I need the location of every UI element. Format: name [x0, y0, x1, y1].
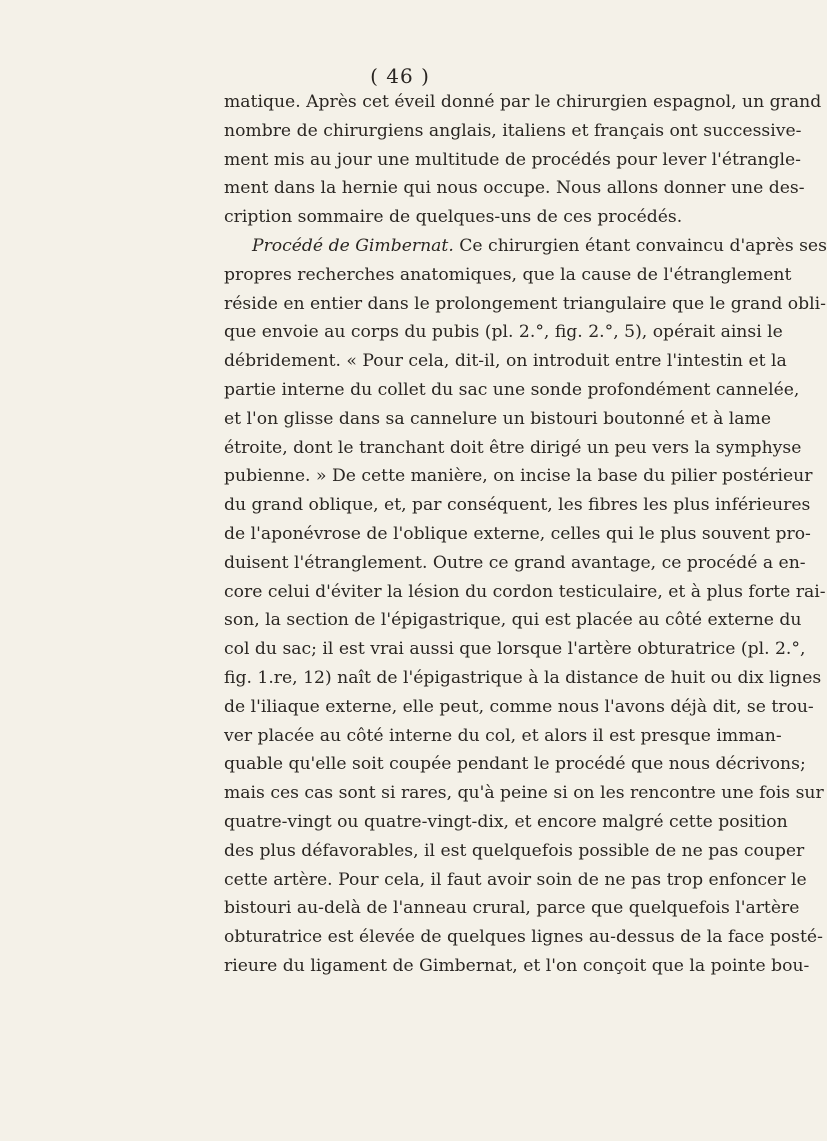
text-line: débridement. « Pour cela, dit-il, on introduit entre l'intestin et la	[224, 351, 787, 372]
text-line: son, la section de l'épigastrique, qui est placée au côté externe du	[224, 610, 802, 631]
text-line: mais ces cas sont si rares, qu'à peine si on les rencontre une fois sur	[224, 783, 824, 804]
text-line: matique. Après cet éveil donné par le chirurgien espagnol, un grand	[224, 92, 822, 112]
text-line: étroite, dont le tranchant doit être dirigé un peu vers la symphyse	[224, 437, 802, 458]
text-line: ver placée au côté interne du col, et alors il est presque imman-	[224, 725, 782, 746]
text-line: cette artère. Pour cela, il faut avoir soin de ne pas trop enfoncer le	[224, 869, 807, 890]
text-line: quable qu'elle soit coupée pendant le procédé que nous décrivons;	[224, 754, 806, 775]
text-line: ment mis au jour une multitude de procédés pour lever l'étrangle-	[224, 149, 801, 170]
text-line: obturatrice est élevée de quelques lignes au-dessus de la face posté-	[224, 927, 823, 948]
page-number: ( 46 )	[370, 64, 430, 88]
text-line: de l'iliaque externe, elle peut, comme nous l'avons déjà dit, se trou-	[224, 696, 814, 717]
text-line-heading	[224, 232, 827, 261]
text-line: pubienne. » De cette manière, on incise la base du pilier postérieur	[224, 466, 813, 487]
text-line: ment dans la hernie qui nous occupe. Nous allons donner une des-	[224, 178, 805, 199]
section-heading: Procédé de Gimbernat.	[252, 236, 454, 256]
text-line: propres recherches anatomiques, que la cause de l'étranglement	[224, 264, 792, 285]
text-line: réside en entier dans le prolongement triangulaire que le grand obli-	[224, 293, 826, 314]
text-line: de l'aponévrose de l'oblique externe, celles qui le plus souvent pro-	[224, 523, 811, 544]
text-line: core celui d'éviter la lésion du cordon testiculaire, et à plus forte rai-	[224, 581, 826, 602]
text-line: du grand oblique, et, par conséquent, les fibres les plus inférieures	[224, 495, 811, 516]
heading-continuation: Ce chirurgien étant convaincu d'après ses	[453, 236, 827, 256]
text-line: bistouri au-delà de l'anneau crural, parce que quelquefois l'artère	[224, 898, 800, 919]
text-line: partie interne du collet du sac une sonde profondément cannelée,	[224, 379, 800, 400]
text-line: des plus défavorables, il est quelquefois possible de ne pas couper	[224, 840, 805, 861]
text-line: et l'on glisse dans sa cannelure un bistouri boutonné et à lame	[224, 408, 771, 429]
paragraph-gimbernat	[224, 232, 827, 981]
text-line: cription sommaire de quelques-uns de ces procédés.	[224, 207, 683, 228]
text-line: col du sac; il est vrai aussi que lorsque l'artère obturatrice (pl. 2.°,	[224, 639, 806, 660]
text-line: quatre-vingt ou quatre-vingt-dix, et encore malgré cette position	[224, 811, 788, 832]
text-line: fig. 1.re, 12) naît de l'épigastrique à la distance de huit ou dix lignes	[224, 667, 822, 688]
text-line: duisent l'étranglement. Outre ce grand avantage, ce procédé a en-	[224, 552, 806, 573]
paragraph-intro	[224, 88, 822, 232]
text-line: que envoie au corps du pubis (pl. 2.°, fig. 2.°, 5), opérait ainsi le	[224, 322, 783, 343]
text-line: rieure du ligament de Gimbernat, et l'on conçoit que la pointe bou-	[224, 955, 810, 976]
text-line: nombre de chirurgiens anglais, italiens et français ont successive-	[224, 120, 802, 141]
